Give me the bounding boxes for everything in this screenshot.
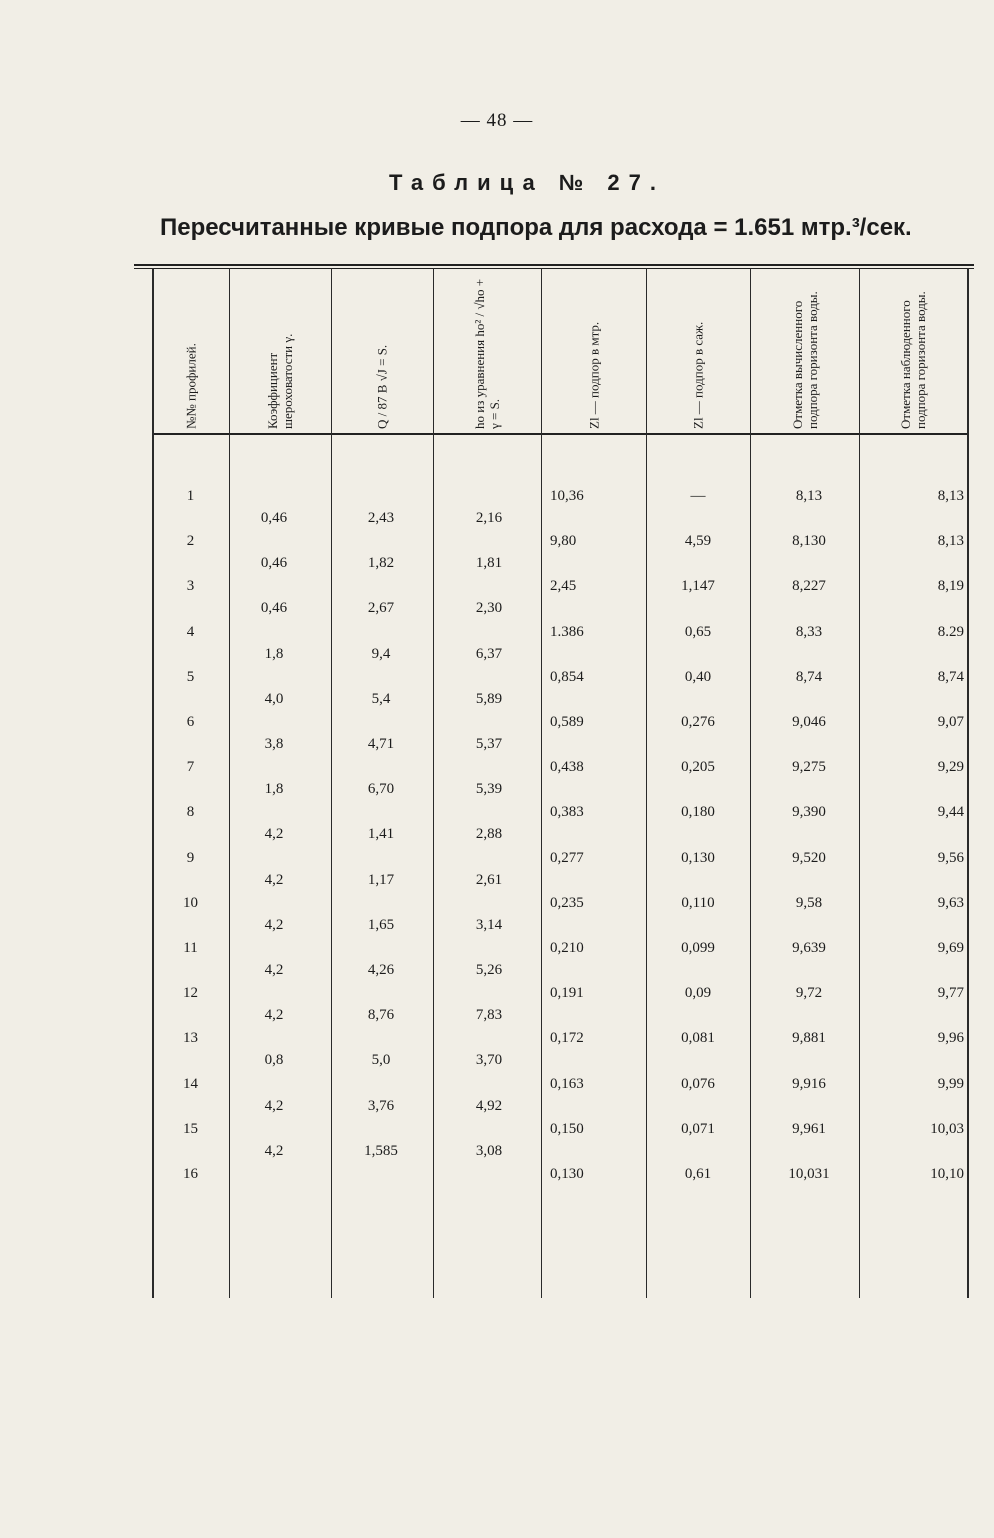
- table-cell-s2: 7,83: [475, 1007, 503, 1024]
- table-cell-gamma: 0,8: [264, 1052, 284, 1069]
- column-header-label: Отметка наблюденного подпора горизонта воды.: [898, 291, 928, 429]
- table-cell-s1: 5,4: [371, 690, 391, 707]
- table-cell-profile: 9: [186, 849, 195, 866]
- table-cell-gamma: 4,2: [264, 1097, 284, 1114]
- table-cell-z_m: 0,163: [550, 1075, 584, 1092]
- table-cell-profile: 13: [183, 1030, 198, 1047]
- table-cell-gamma: 0,46: [260, 510, 288, 526]
- table-cell-obs: 10,10: [930, 1166, 964, 1182]
- column-header-label: Q / 87 B √J = S.: [374, 344, 390, 429]
- table-cell-profile: 4: [186, 623, 195, 640]
- page-number: — 48 —: [460, 110, 534, 131]
- table-cell-s1: 8,76: [367, 1007, 395, 1024]
- column-header-label: Коэффициент шероховатости γ.: [265, 333, 295, 429]
- table-cell-profile: 7: [186, 759, 195, 776]
- table-cell-s1: 2,67: [367, 600, 395, 617]
- table-cell-obs: 9,29: [937, 759, 964, 776]
- table-cell-profile: 8: [186, 804, 195, 821]
- table-cell-s1: 3,76: [367, 1097, 395, 1114]
- table-cell-z_s: 0,110: [681, 894, 715, 911]
- table-cell-calc: 9,275: [792, 759, 826, 776]
- table-title: Пересчитанные кривые подпора для расхода = 1.651 мтр.³/сек.: [160, 214, 912, 241]
- table-cell-s2: 5,39: [475, 781, 503, 798]
- table-cell-z_s: 0,180: [681, 804, 715, 821]
- table-cell-profile: 11: [183, 940, 198, 956]
- table-cell-z_m: 0,191: [550, 985, 584, 1002]
- table-cell-calc: 8,74: [795, 668, 823, 685]
- table-cell-z_s: —: [690, 488, 706, 504]
- table-cell-s1: 4,26: [367, 962, 395, 978]
- table-cell-s2: 1,81: [475, 555, 503, 572]
- table-cell-s2: 3,70: [475, 1052, 503, 1069]
- table-cell-profile: 16: [183, 1166, 198, 1182]
- column-header-profile: [152, 268, 229, 432]
- table-cell-z_m: 1.386: [550, 623, 584, 640]
- table-cell-s2: 5,26: [475, 962, 503, 978]
- table-cell-s1: 6,70: [367, 781, 395, 798]
- table-cell-calc: 9,58: [795, 894, 823, 911]
- table-cell-profile: 3: [186, 578, 195, 595]
- table-cell-z_m: 0,235: [550, 894, 584, 911]
- table-cell-z_m: 10,36: [550, 488, 584, 504]
- column-header-label: №№ профилей.: [183, 343, 198, 429]
- table-cell-calc: 8,13: [795, 488, 823, 504]
- table-cell-obs: 8,74: [937, 668, 964, 685]
- table-cell-s1: 1,585: [364, 1142, 398, 1159]
- table-cell-z_s: 0,099: [681, 940, 715, 956]
- top-rule: [134, 264, 974, 266]
- table-cell-s1: 5,0: [371, 1052, 391, 1069]
- table-cell-gamma: 3,8: [264, 736, 284, 752]
- table-cell-z_s: 0,205: [681, 759, 715, 776]
- table-cell-z_m: 0,438: [550, 759, 584, 776]
- table-cell-gamma: 4,2: [264, 871, 284, 888]
- table-cell-s1: 2,43: [367, 510, 395, 526]
- table-cell-calc: 8,33: [795, 623, 823, 640]
- table-cell-z_m: 0,277: [550, 849, 584, 866]
- table-cell-z_m: 0,150: [550, 1120, 584, 1137]
- table-cell-calc: 9,390: [792, 804, 826, 821]
- table-cell-z_s: 0,071: [681, 1120, 715, 1137]
- table-cell-gamma: 0,46: [260, 600, 288, 617]
- table-cell-z_m: 2,45: [550, 578, 577, 595]
- table-cell-s2: 3,08: [475, 1142, 503, 1159]
- column-header-z_m: [541, 268, 646, 432]
- column-header-label: ho из уравнения ho² / √ho + γ = S.: [472, 278, 502, 429]
- table-cell-s2: 2,30: [475, 600, 503, 617]
- table-cell-obs: 8,13: [937, 488, 964, 504]
- table-cell-z_s: 4,59: [684, 533, 712, 550]
- table-cell-s2: 4,92: [475, 1097, 503, 1114]
- table-cell-s1: 1,82: [367, 555, 395, 572]
- column-header-label: Zl — подпор в саж.: [690, 321, 706, 429]
- table-cell-s2: 5,89: [475, 690, 503, 707]
- table-cell-gamma: 1,8: [264, 645, 284, 662]
- table-cell-profile: 10: [183, 894, 198, 911]
- column-header-label: Zl — подпор в мтр.: [586, 321, 601, 429]
- table-cell-gamma: 4,2: [264, 1142, 284, 1159]
- table-cell-calc: 9,639: [792, 940, 826, 956]
- table-cell-obs: 9,77: [937, 985, 964, 1002]
- table-cell-z_s: 1,147: [681, 578, 715, 595]
- table-cell-s2: 6,37: [475, 645, 503, 662]
- column-header-gamma: [229, 268, 331, 432]
- table-cell-profile: 6: [186, 714, 195, 730]
- table-cell-obs: 9,63: [937, 894, 964, 911]
- table-cell-profile: 5: [186, 668, 195, 685]
- table-cell-s2: 2,88: [475, 826, 503, 843]
- table-cell-obs: 9,44: [937, 804, 964, 821]
- table-cell-s2: 2,16: [475, 510, 503, 526]
- table-cell-gamma: 4,0: [264, 690, 284, 707]
- table-cell-obs: 9,69: [937, 940, 964, 956]
- table-cell-profile: 14: [183, 1075, 198, 1092]
- table-cell-obs: 9,56: [937, 849, 964, 866]
- table-cell-obs: 9,99: [937, 1075, 964, 1092]
- table-cell-z_m: 0,589: [550, 714, 584, 730]
- table-cell-gamma: 1,8: [264, 781, 284, 798]
- table-cell-calc: 8,130: [792, 533, 826, 550]
- table-cell-gamma: 4,2: [264, 1007, 284, 1024]
- table-cell-obs: 9,96: [937, 1030, 964, 1047]
- table-cell-z_s: 0,081: [681, 1030, 715, 1047]
- column-rule: [967, 268, 969, 1298]
- table-cell-s1: 1,41: [367, 826, 395, 843]
- table-cell-z_s: 0,076: [681, 1075, 715, 1092]
- table-cell-z_m: 9,80: [550, 533, 577, 550]
- table-cell-obs: 8.29: [937, 623, 964, 640]
- column-header-z_s: [646, 268, 750, 432]
- table-cell-z_s: 0,130: [681, 849, 715, 866]
- column-header-s2: [433, 268, 541, 432]
- table-cell-profile: 12: [183, 985, 198, 1002]
- table-cell-gamma: 4,2: [264, 826, 284, 843]
- column-header-obs: [859, 268, 967, 432]
- table-cell-calc: 9,916: [792, 1075, 826, 1092]
- table-cell-gamma: 4,2: [264, 962, 284, 978]
- table-cell-obs: 8,19: [937, 578, 964, 595]
- table-cell-profile: 2: [186, 533, 195, 550]
- table-cell-z_s: 0,276: [681, 714, 715, 730]
- table-cell-z_s: 0,65: [684, 623, 712, 640]
- table-cell-calc: 10,031: [788, 1166, 830, 1182]
- column-header-label: Отметка вычисленного подпора горизонта воды.: [789, 291, 820, 429]
- table-cell-calc: 9,72: [795, 985, 823, 1002]
- table-cell-z_m: 0,383: [550, 804, 584, 821]
- table-cell-z_m: 0,172: [550, 1030, 584, 1047]
- table-cell-z_s: 0,40: [684, 668, 712, 685]
- table-cell-s1: 1,17: [367, 871, 395, 888]
- table-cell-obs: 10,03: [930, 1120, 964, 1137]
- table-cell-calc: 8,227: [792, 578, 826, 595]
- table-cell-obs: 8,13: [937, 533, 964, 550]
- table-cell-profile: 1: [186, 488, 195, 504]
- table-cell-calc: 9,961: [792, 1120, 826, 1137]
- table-cell-z_m: 0,130: [550, 1166, 584, 1182]
- column-header-s1: [331, 268, 433, 432]
- table-cell-s1: 4,71: [367, 736, 395, 752]
- table-cell-s1: 9,4: [371, 645, 391, 662]
- table-cell-z_m: 0,854: [550, 668, 584, 685]
- table-cell-z_m: 0,210: [550, 940, 584, 956]
- table-cell-s2: 5,37: [475, 736, 503, 752]
- table-cell-gamma: 4,2: [264, 916, 284, 933]
- column-header-calc: [750, 268, 859, 432]
- table-cell-profile: 15: [183, 1120, 198, 1137]
- table-cell-s2: 2,61: [475, 871, 503, 888]
- table-cell-s2: 3,14: [475, 916, 503, 933]
- table-cell-gamma: 0,46: [260, 555, 288, 572]
- table-cell-z_s: 0,09: [684, 985, 712, 1002]
- table-cell-calc: 9,881: [792, 1030, 826, 1047]
- table-cell-calc: 9,046: [792, 714, 826, 730]
- header-rule: [152, 433, 968, 435]
- table-cell-obs: 9,07: [937, 714, 964, 730]
- table-cell-s1: 1,65: [367, 916, 395, 933]
- table-caption: Таблица № 27.: [388, 170, 666, 195]
- table-cell-z_s: 0,61: [684, 1166, 712, 1182]
- table-cell-calc: 9,520: [792, 849, 826, 866]
